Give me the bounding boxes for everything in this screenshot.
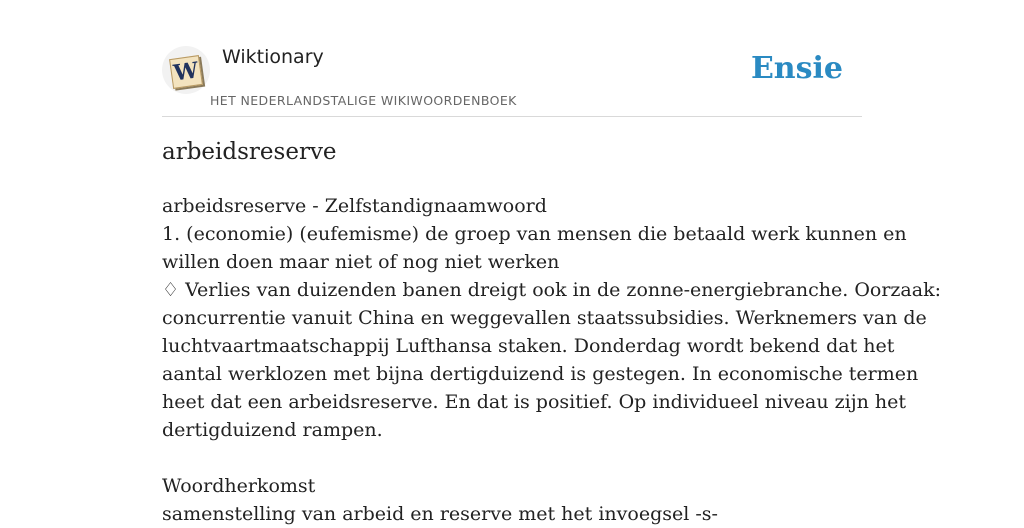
ensie-brand-logo[interactable]: Ensie (750, 51, 843, 86)
site-header (162, 40, 862, 117)
example-line: aantal werklozen met bijna dertigduizend is gestegen. In economische termen (162, 363, 919, 385)
entry-content (162, 192, 941, 528)
page-title: arbeidsreserve (162, 139, 337, 165)
etymology-text: samenstelling van arbeid en reserve met het invoegsel -s- (162, 503, 718, 525)
entry-heading: arbeidsreserve - Zelfstandignaamwoord (162, 195, 547, 217)
site-name[interactable]: Wiktionary (222, 46, 324, 68)
wiktionary-logo-icon: W (169, 55, 203, 89)
paragraph-gap (162, 444, 862, 472)
wiktionary-logo[interactable] (162, 46, 210, 94)
definition-line: 1. (economie) (eufemisme) de groep van mensen die betaald werk kunnen en (162, 223, 907, 245)
site-subtitle: HET NEDERLANDSTALIGE WIKIWOORDENBOEK (210, 93, 517, 108)
etymology-heading: Woordherkomst (162, 475, 316, 497)
example-line: concurrentie vanuit China en weggevallen staatssubsidies. Werknemers van de (162, 307, 927, 329)
definition-line: willen doen maar niet of nog niet werken (162, 251, 560, 273)
example-line: ♢ Verlies van duizenden banen dreigt ook in de zonne-energiebranche. Oorzaak: (162, 279, 941, 301)
example-line: dertigduizend rampen. (162, 419, 383, 441)
example-line: luchtvaartmaatschappij Lufthansa staken. Donderdag wordt bekend dat het (162, 335, 895, 357)
example-line: heet dat een arbeidsreserve. En dat is positief. Op individueel niveau zijn het (162, 391, 907, 413)
